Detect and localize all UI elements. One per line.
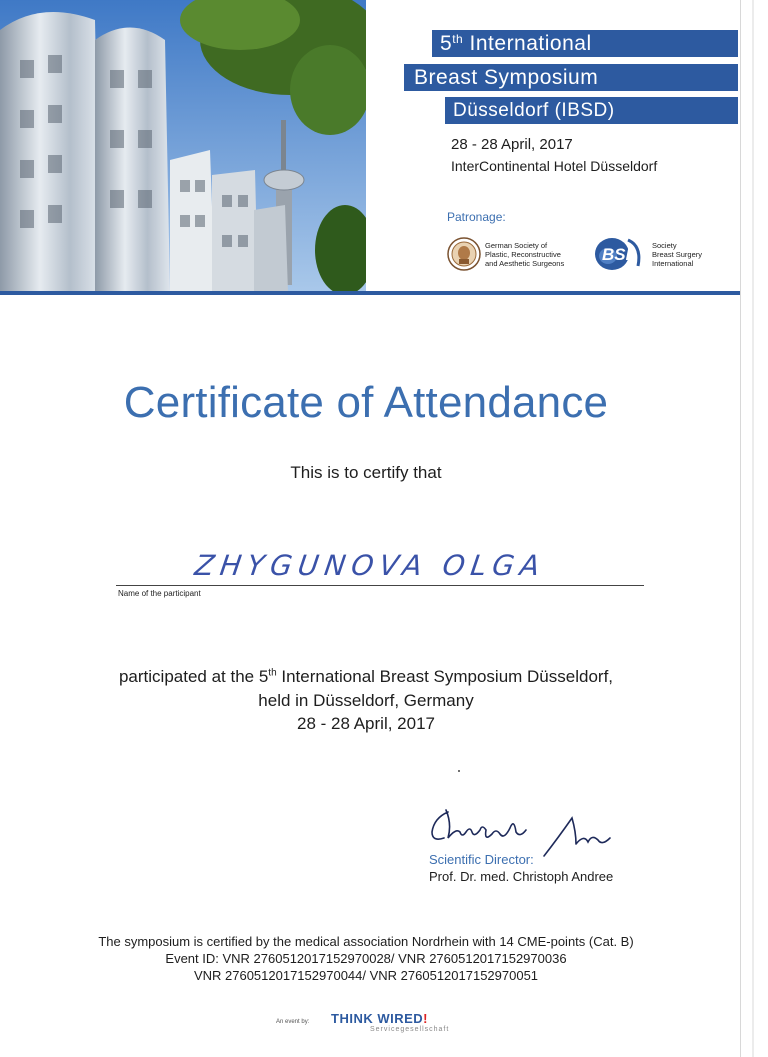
name-underline: [116, 585, 644, 586]
event-band-ordinal: 5th International: [432, 30, 738, 57]
cme-certification: The symposium is certified by the medical association Nordrhein with 14 CME-points (Cat. B): [98, 934, 634, 949]
event-date: 28 - 28 April, 2017: [451, 136, 573, 153]
event-by-label: An event by:: [276, 1019, 310, 1025]
dgpraec-seal-icon: [447, 237, 481, 276]
name-caption: Name of the participant: [118, 589, 201, 598]
event-band-name: Breast Symposium: [404, 64, 738, 91]
think-wired-logo: THINK WIRED!: [331, 1011, 429, 1026]
bsi-name: Society Breast Surgery International: [652, 241, 703, 268]
signatory-role: Scientific Director:: [429, 852, 534, 867]
event-venue: InterContinental Hotel Düsseldorf: [451, 158, 658, 174]
page-edge: [740, 0, 741, 1057]
dgpraec-name: German Society of Plastic, Reconstructive and Aesthetic Surgeons: [485, 241, 565, 268]
patronage-label: Patronage:: [447, 210, 506, 224]
page-edge-shadow: [752, 0, 754, 1057]
stray-dot: [458, 770, 460, 772]
svg-text:BSI: BSI: [602, 245, 631, 264]
participation-line-1: participated at the 5th International Breast Symposium Düsseldorf,: [118, 667, 614, 686]
participation-line-2: held in Düsseldorf, Germany: [258, 691, 474, 710]
header-divider: [0, 291, 740, 295]
signatory-name: Prof. Dr. med. Christoph Andree: [429, 869, 614, 884]
certify-text: This is to certify that: [290, 463, 442, 482]
think-wired-subtitle: Servicegesellschaft: [370, 1026, 450, 1033]
event-id-line-1: Event ID: VNR 2760512017152970028/ VNR 2760512017152970036: [165, 951, 567, 966]
event-id-line-2: VNR 2760512017152970044/ VNR 2760512017152970051: [193, 968, 539, 983]
certificate-title: Certificate of Attendance: [123, 378, 609, 427]
event-band-location: Düsseldorf (IBSD): [445, 97, 738, 124]
header-photo: [0, 0, 366, 292]
participation-line-3: 28 - 28 April, 2017: [297, 714, 435, 733]
participant-name: ZHYGUNOVA OLGA: [192, 549, 548, 582]
bsi-logo: [594, 236, 646, 277]
